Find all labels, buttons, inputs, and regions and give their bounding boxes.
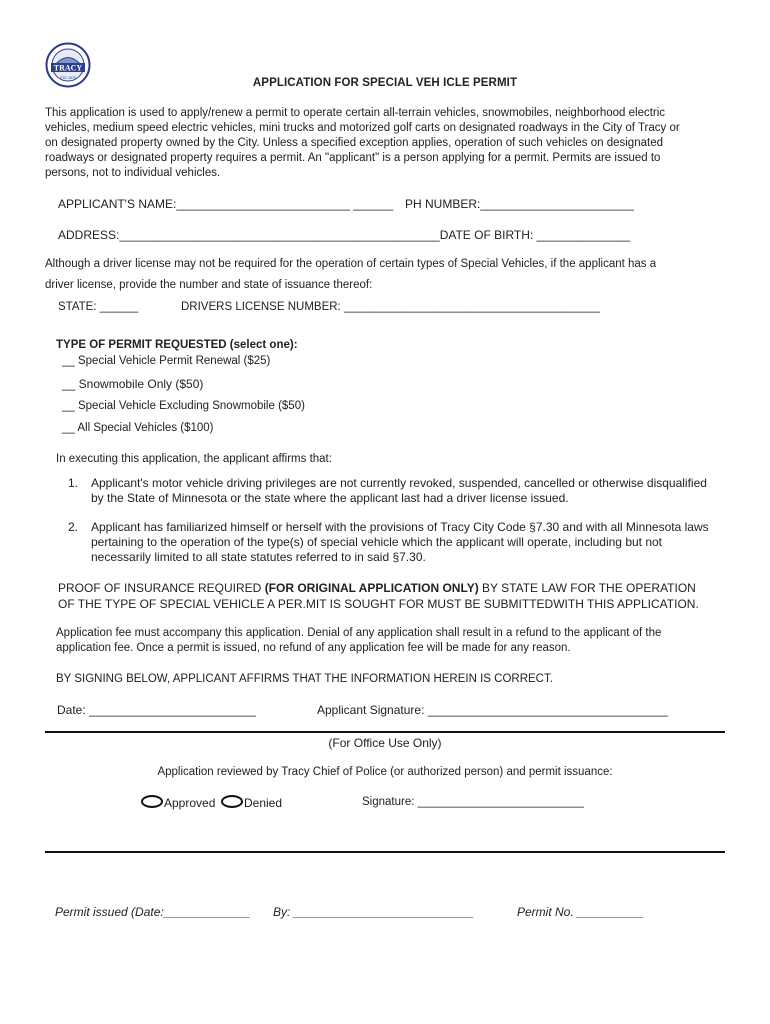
permit-number-field[interactable]: Permit No. __________	[517, 905, 644, 919]
applicant-name-field[interactable]: APPLICANT'S NAME:__________________________ ______	[58, 197, 394, 211]
intro-line-2: vehicles, medium speed electric vehicles, mini trucks and motorized golf carts on designated roadways in the City of Tracy or	[45, 122, 680, 134]
approved-radio-icon[interactable]	[141, 795, 163, 808]
office-section-bottom-divider	[45, 851, 725, 853]
permit-option-snowmobile[interactable]: __ Snowmobile Only ($50)	[62, 377, 204, 391]
license-note-line-1: Although a driver license may not be required for the operation of certain types of Special Vehicles, if the applicant has a	[45, 258, 657, 270]
permit-type-heading: TYPE OF PERMIT REQUESTED (select one):	[56, 339, 298, 351]
phone-number-field[interactable]: PH NUMBER:_______________________	[405, 197, 634, 211]
intro-line-1: This application is used to apply/renew a permit to operate certain all-terrain vehicles, snowmobiles, neighborhood electric	[45, 107, 666, 119]
svg-text:TRACY: TRACY	[53, 63, 83, 73]
office-section-top-divider	[45, 731, 725, 733]
affirm-intro: In executing this application, the applicant affirms that:	[56, 453, 332, 465]
affirm-item-1-number: 1.	[68, 476, 79, 490]
permit-option-all[interactable]: __ All Special Vehicles ($100)	[62, 422, 214, 434]
office-signature-field[interactable]: Signature: __________________________	[362, 796, 584, 808]
date-field[interactable]: Date: _________________________	[57, 703, 256, 717]
intro-line-4: roadways or designated property requires a permit. An "applicant" is a person applying for a permit. Permits are issued to	[45, 152, 661, 164]
insurance-notice-line-1: PROOF OF INSURANCE REQUIRED (FOR ORIGINAL APPLICATION ONLY) BY STATE LAW FOR THE OPERATION	[58, 581, 696, 595]
office-review-text: Application reviewed by Tracy Chief of Police (or authorized person) and permit issuance:	[157, 766, 613, 778]
office-use-heading: (For Office Use Only)	[328, 736, 442, 750]
affirm-item-1-text: Applicant's motor vehicle driving privileges are not currently revoked, suspended, cancelled or otherwise disqualified by the State of Minnesota or the state where the applicant last had a driver license issued.	[91, 476, 707, 505]
license-number-field[interactable]: DRIVERS LICENSE NUMBER: ________________________________________	[181, 301, 600, 313]
affirm-item-2-number: 2.	[68, 520, 79, 534]
license-note-line-2: driver license, provide the number and state of issuance thereof:	[45, 279, 373, 291]
intro-line-3: on designated property owned by the City. Unless a specified exception applies, operation of such vehicles on designated	[45, 137, 663, 149]
signing-statement: BY SIGNING BELOW, APPLICANT AFFIRMS THAT THE INFORMATION HEREIN IS CORRECT.	[56, 673, 553, 685]
denied-radio-icon[interactable]	[221, 795, 243, 808]
license-state-field[interactable]: STATE: ______	[58, 301, 139, 313]
page-title: APPLICATION FOR SPECIAL VEH ICLE PERMIT	[252, 77, 518, 89]
permit-option-renewal[interactable]: __ Special Vehicle Permit Renewal ($25)	[62, 355, 271, 367]
denied-label: Denied	[244, 796, 283, 810]
denied-option[interactable]	[221, 795, 282, 810]
approved-label: Approved	[164, 796, 216, 810]
fee-notice-line-1: Application fee must accompany this application. Denial of any application shall result in a refund to the applicant of the	[56, 627, 662, 639]
permit-option-excluding-snowmobile[interactable]: __ Special Vehicle Excluding Snowmobile ($50)	[62, 400, 305, 412]
svg-text:EST 1875: EST 1875	[60, 76, 76, 80]
fee-notice-line-2: application fee. Once a permit is issued, no refund of any application fee will be made for any reason.	[56, 642, 571, 654]
affirm-item-2-text: Applicant has familiarized himself or herself with the provisions of Tracy City Code §7.30 and with all Minnesota laws pertaining to the operation of the type(s) of special vehicle which the applicant will operate, including but not necessarily limited to all state statutes referred to in said §7.30.	[91, 520, 709, 564]
applicant-signature-field[interactable]: Applicant Signature: ____________________________________	[317, 703, 668, 717]
insurance-notice-line-2: OF THE TYPE OF SPECIAL VEHICLE A PER.MIT IS SOUGHT FOR MUST BE SUBMITTEDWITH THIS APPLICATION.	[58, 597, 699, 611]
approved-option[interactable]	[141, 795, 215, 810]
address-dob-field[interactable]: ADDRESS:________________________________________________DATE OF BIRTH: ______________	[58, 228, 631, 242]
issued-by-field[interactable]: By: ___________________________	[273, 905, 474, 919]
permit-issued-date-field[interactable]: Permit issued (Date:_____________	[55, 905, 251, 919]
intro-line-5: persons, not to individual vehicles.	[45, 167, 221, 179]
